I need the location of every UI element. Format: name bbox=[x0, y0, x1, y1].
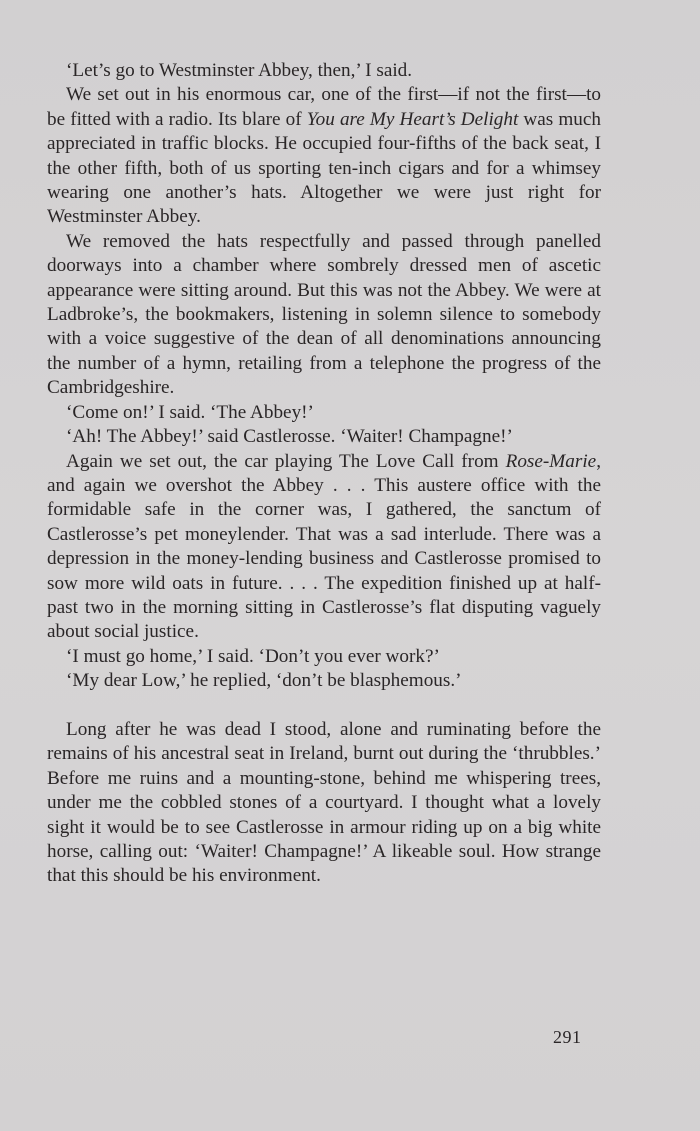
paragraph bbox=[47, 450, 601, 645]
paragraph bbox=[47, 425, 601, 449]
paragraph bbox=[47, 230, 601, 401]
page-number: 291 bbox=[553, 1027, 582, 1047]
paragraph bbox=[47, 401, 601, 425]
text-run: ‘Let’s go to Westminster Abbey, then,’ I said. bbox=[66, 60, 413, 81]
operetta-title: Rose-Marie bbox=[505, 450, 597, 472]
paragraph bbox=[47, 59, 601, 83]
text-run: ‘Ah! The Abbey!’ said Castlerosse. ‘Waiter! Champagne!’ bbox=[66, 426, 513, 448]
text-run: was much appreciated in traffic blocks. He occupied four-fifths of the back seat, I the other fifth, both of us sporting ten-inch cigars and for a whimsey wearing one another’s hats. Altogether we were just right for Westminster Abbey. bbox=[47, 108, 601, 228]
text-run: Again we set out, the car playing The Love Call from bbox=[66, 450, 506, 472]
paragraph bbox=[47, 669, 601, 693]
text-run: Long after he was dead I stood, alone and ruminating before the remains of his ancestral seat in Ireland, burnt out during the ‘thrubbles.’ Before me ruins and a mounting-stone, behind me whispering trees, under me the cobbled stones of a courtyard. I thought what a lovely sight it would be to see Castlerosse in armour riding up on a big white horse, calling out: ‘Waiter! Champagne!’ A likeable soul. How strange that this should be his environment. bbox=[47, 718, 601, 887]
paragraph bbox=[47, 718, 601, 889]
text-run: ‘My dear Low,’ he replied, ‘don’t be blasphemous.’ bbox=[66, 670, 462, 692]
paragraph bbox=[47, 645, 601, 669]
text-run: We removed the hats respectfully and passed through panelled doorways into a chamber where sombrely dressed men of ascetic appearance were sitting around. But this was not the Abbey. We were at Ladbroke’s, the bookmakers, listening in solemn silence to somebody with a voice suggestive of the dean of all denominations announcing the number of a hymn, retailing from a telephone the progress of the Cambridgeshire. bbox=[47, 230, 601, 399]
paragraph bbox=[47, 83, 601, 229]
text-run: , and again we overshot the Abbey . . . This austere office with the formidable safe in the corner was, I gathered, the sanctum of Castlerosse’s pet moneylender. That was a sad interlude. There was a depression in the money-lending business and Castlerosse promised to sow more wild oats in future. . . . The expedition finished up at half-past two in the morning sitting in Castlerosse’s flat disputing vaguely about social justice. bbox=[47, 450, 601, 643]
text-run: ‘I must go home,’ I said. ‘Don’t you ever work?’ bbox=[66, 645, 440, 667]
song-title: You are My Heart’s Delight bbox=[306, 108, 519, 130]
text-run: ‘Come on!’ I said. ‘The Abbey!’ bbox=[66, 401, 314, 423]
body-text bbox=[47, 59, 601, 889]
text-run: We set out in his enormous car, one of the first—if not the first—to be fitted with a radio. Its blare of bbox=[47, 84, 601, 130]
